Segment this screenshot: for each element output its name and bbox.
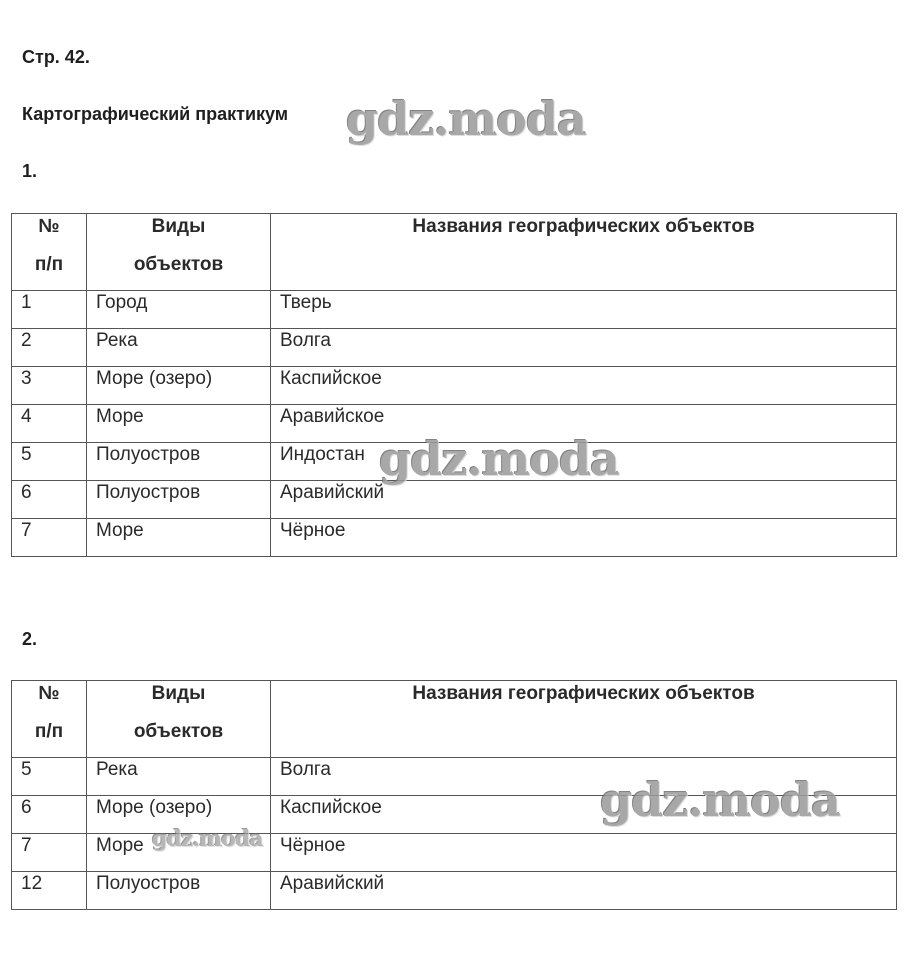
cell-number: 2 [12, 329, 87, 367]
cell-type: Полуостров [87, 872, 271, 910]
task-2-table [11, 680, 897, 910]
watermark: gdz.moda [346, 92, 586, 146]
column-header-names: Названия географических объектов [271, 681, 897, 758]
cell-name: Каспийское [271, 367, 897, 405]
page-header: Стр. 42. [22, 47, 90, 67]
column-header-number: № п/п [12, 681, 87, 758]
cell-name: Чёрное [271, 834, 897, 872]
cell-number: 7 [12, 834, 87, 872]
column-header-type: Виды объектов [87, 214, 271, 291]
table-row [12, 519, 897, 557]
cell-name: Индостан [271, 443, 897, 481]
table-row [12, 291, 897, 329]
cell-name: Аравийское [271, 405, 897, 443]
cell-type: Полуостров [87, 481, 271, 519]
table-header-row [12, 214, 897, 291]
section-title: Картографический практикум [22, 104, 289, 124]
cell-type: Море [87, 834, 271, 872]
table-row [12, 796, 897, 834]
cell-number: 3 [12, 367, 87, 405]
cell-type: Море (озеро) [87, 367, 271, 405]
cell-number: 5 [12, 758, 87, 796]
table-row [12, 834, 897, 872]
watermark: gdz.moda [379, 432, 619, 486]
cell-number: 5 [12, 443, 87, 481]
table-row [12, 329, 897, 367]
task-1-table [11, 213, 897, 557]
cell-name: Волга [271, 758, 897, 796]
cell-type: Море (озеро) [87, 796, 271, 834]
cell-number: 4 [12, 405, 87, 443]
cell-number: 6 [12, 481, 87, 519]
cell-type: Река [87, 329, 271, 367]
table-row [12, 481, 897, 519]
cell-name: Тверь [271, 291, 897, 329]
cell-type: Река [87, 758, 271, 796]
cell-number: 6 [12, 796, 87, 834]
table-row [12, 405, 897, 443]
cell-type: Город [87, 291, 271, 329]
cell-number: 1 [12, 291, 87, 329]
cell-number: 7 [12, 519, 87, 557]
cell-type: Море [87, 519, 271, 557]
cell-number: 12 [12, 872, 87, 910]
column-header-names: Названия географических объектов [271, 214, 897, 291]
table-row [12, 367, 897, 405]
cell-name: Аравийский [271, 872, 897, 910]
cell-name: Чёрное [271, 519, 897, 557]
cell-name: Аравийский [271, 481, 897, 519]
table-row [12, 758, 897, 796]
task-1-number: 1. [22, 161, 38, 181]
column-header-type: Виды объектов [87, 681, 271, 758]
task-2-number: 2. [22, 629, 38, 649]
column-header-number: № п/п [12, 214, 87, 291]
table-row [12, 872, 897, 910]
watermark: gdz.moda [600, 773, 840, 827]
cell-name: Каспийское [271, 796, 897, 834]
table-row [12, 443, 897, 481]
cell-type: Море [87, 405, 271, 443]
table-header-row [12, 681, 897, 758]
cell-name: Волга [271, 329, 897, 367]
cell-type: Полуостров [87, 443, 271, 481]
watermark: gdz.moda [152, 826, 263, 852]
